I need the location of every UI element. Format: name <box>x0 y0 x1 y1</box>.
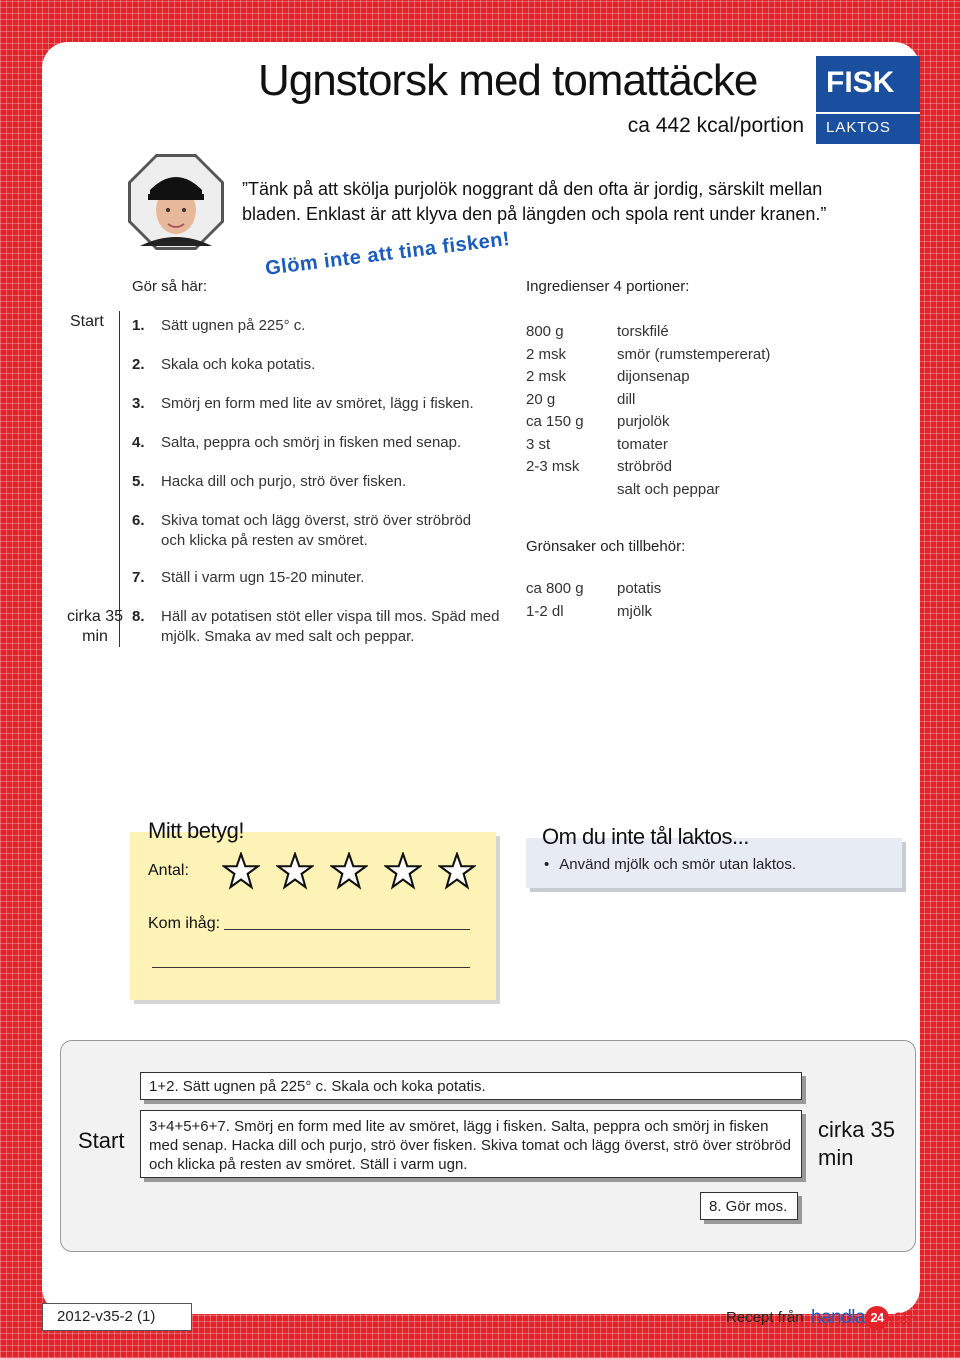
category-divider <box>816 112 920 114</box>
ingredient-row <box>526 578 846 601</box>
instructions-heading: Gör så här: <box>132 278 208 295</box>
ingredient-qty: 1-2 dl <box>526 602 564 620</box>
schedule-step-box: 3+4+5+6+7. Smörj en form med lite av smöret, lägg i fisken. Salta, peppra och smörj in fisken med senap. Hacka dill och purjo, strö över fisken. Skiva tomat och lägg överst, strö över ströbröd och klicka på resten av smöret. Ställ i varm ugn. <box>140 1110 802 1178</box>
ingredient-name: mjölk <box>617 602 653 620</box>
step-number: 1. <box>132 317 145 334</box>
schedule-step-box: 8. Gör mos. <box>700 1192 798 1220</box>
subcategory-label: LAKTOS <box>826 119 891 136</box>
remember-label: Kom ihåg: <box>148 915 221 932</box>
step-number: 4. <box>132 434 145 451</box>
step-text: Skiva tomat och lägg överst, strö över ströbröd och klicka på resten av smöret. <box>161 512 472 549</box>
rating-title: Mitt betyg! <box>148 818 244 843</box>
timeline-line <box>119 311 120 647</box>
ingredient-qty: 3 st <box>526 435 551 453</box>
thaw-reminder-stamp: Glöm inte att tina fisken! <box>264 227 512 280</box>
handla24-logo <box>811 1306 913 1330</box>
lactose-title: Om du inte tål laktos... <box>542 824 749 849</box>
rating-count-label: Antal: <box>148 862 189 879</box>
step-item <box>132 607 502 647</box>
step-text: Salta, peppra och smörj in fisken med senap. <box>161 434 462 451</box>
ingredient-name: dill <box>617 390 636 408</box>
step-item <box>132 472 512 492</box>
step-number: 8. <box>132 608 145 625</box>
ingredient-qty: 800 g <box>526 323 564 340</box>
ingredient-name: purjolök <box>617 413 670 430</box>
chef-photo <box>128 154 224 250</box>
step-item <box>132 355 512 375</box>
bullet-icon: • <box>544 856 550 873</box>
logo-text: handla <box>811 1307 866 1328</box>
star-icon[interactable] <box>384 852 422 890</box>
step-text: Smörj en form med lite av smöret, lägg i fisken. <box>161 395 474 412</box>
step-text: Skala och koka potatis. <box>161 356 316 373</box>
ingredient-row <box>526 411 846 434</box>
ingredient-row <box>526 479 846 502</box>
ingredient-row <box>526 601 846 624</box>
star-icon[interactable] <box>276 852 314 890</box>
ingredient-name: potatis <box>617 580 662 597</box>
schedule-step-box: 1+2. Sätt ugnen på 225° c. Skala och koka potatis. <box>140 1072 802 1100</box>
star-icon[interactable] <box>222 852 260 890</box>
kcal-per-portion: ca 442 kcal/portion <box>627 114 804 137</box>
ingredient-qty: ca 800 g <box>526 580 584 597</box>
step-text: Ställ i varm ugn 15-20 minuter. <box>161 569 365 586</box>
step-number: 3. <box>132 395 145 412</box>
step-item <box>132 568 512 588</box>
ingredient-row <box>526 456 846 479</box>
chef-tip: ”Tänk på att skölja purjolök noggrant då den ofta är jordig, särskilt mellan bladen. Enklast är att klyva den på längden och spola rent under kranen.” <box>242 179 827 224</box>
ingredient-row <box>526 389 846 412</box>
schedule-start-label: Start <box>78 1128 125 1153</box>
step-item <box>132 394 512 414</box>
step-item <box>132 316 512 336</box>
category-label: FISK <box>826 66 895 99</box>
step-number: 6. <box>132 512 145 529</box>
step-text: Hacka dill och purjo, strö över fisken. <box>161 473 407 490</box>
logo-domain: .se <box>889 1307 913 1328</box>
ingredient-qty: 2-3 msk <box>526 458 580 475</box>
ingredient-name: ströbröd <box>617 458 673 475</box>
ingredient-qty: ca 150 g <box>526 413 584 430</box>
ingredient-name: smör (rumstempererat) <box>617 345 771 363</box>
ingredient-qty: 2 msk <box>526 345 567 363</box>
step-number: 5. <box>132 473 145 490</box>
recipe-title: Ugnstorsk med tomattäcke <box>258 56 758 105</box>
lactose-item-text: Använd mjölk och smör utan laktos. <box>559 856 797 873</box>
recipe-source-label: Recept från <box>726 1309 804 1326</box>
ingredients-heading: Ingredienser 4 portioner: <box>526 278 690 295</box>
ingredient-qty: 2 msk <box>526 368 567 385</box>
schedule-time-label: cirka 35 min <box>818 1117 896 1170</box>
ingredient-row <box>526 344 846 367</box>
ingredient-name: salt och peppar <box>617 480 720 498</box>
step-item <box>132 511 492 551</box>
timeline-time-label: cirka 35 min <box>66 608 124 645</box>
timeline-start-label: Start <box>70 313 104 330</box>
ingredient-list <box>526 321 846 501</box>
step-item <box>132 433 512 453</box>
step-number: 2. <box>132 356 145 373</box>
star-icon[interactable] <box>438 852 476 890</box>
remember-line[interactable] <box>152 967 470 968</box>
ingredient-row <box>526 321 846 344</box>
lactose-item <box>544 856 796 873</box>
ingredient-qty: 20 g <box>526 390 556 408</box>
logo-badge: 24 <box>865 1306 889 1330</box>
recipe-code: 2012-v35-2 (1) <box>42 1303 192 1331</box>
ingredient-name: dijonsenap <box>617 368 690 385</box>
ingredient-row <box>526 434 846 457</box>
sides-list <box>526 578 846 623</box>
ingredient-row <box>526 366 846 389</box>
step-text: Sätt ugnen på 225° c. <box>161 317 306 334</box>
ingredient-name: torskfilé <box>617 323 669 340</box>
sides-heading: Grönsaker och tillbehör: <box>526 538 686 555</box>
rating-stars <box>222 852 476 890</box>
step-text: Häll av potatisen stöt eller vispa till mos. Späd med mjölk. Smaka av med salt och peppar. <box>161 608 500 645</box>
ingredient-name: tomater <box>617 435 668 453</box>
star-icon[interactable] <box>330 852 368 890</box>
step-number: 7. <box>132 569 145 586</box>
remember-line[interactable] <box>224 929 470 930</box>
ingredient-qty <box>526 479 617 502</box>
